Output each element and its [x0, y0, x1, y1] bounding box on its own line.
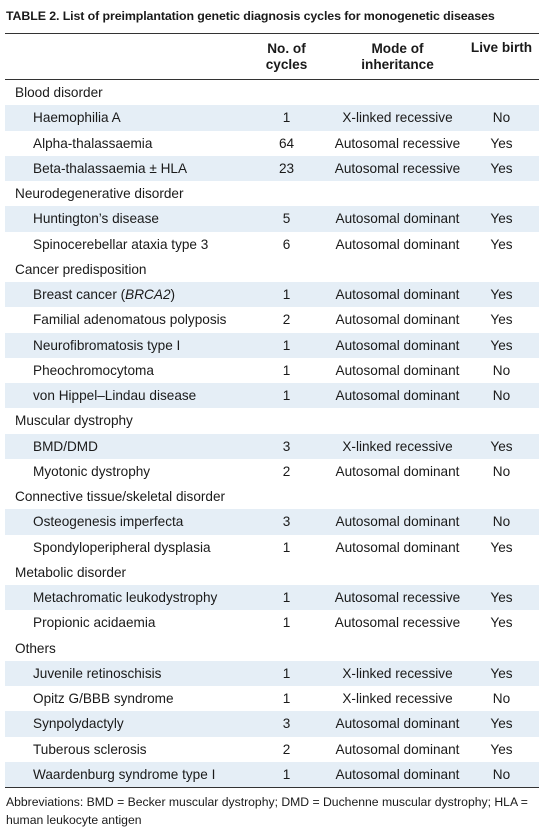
group-row [5, 408, 539, 433]
table-row [5, 156, 539, 181]
disease-name [5, 615, 242, 630]
disease-name [5, 439, 242, 454]
disease-name-text: Synpolydactyly [33, 716, 124, 732]
disease-name [5, 514, 242, 529]
inheritance-mode: Autosomal dominant [335, 362, 460, 378]
group-title: Others [15, 640, 56, 656]
header-live-birth: Live birth [470, 40, 533, 55]
live-birth: No [492, 514, 511, 530]
disease-name-text: Tuberous sclerosis [33, 741, 147, 757]
table-row [5, 206, 539, 231]
header-mode [331, 41, 464, 73]
disease-name-text: Spondyloperipheral dysplasia [33, 539, 211, 555]
disease-name [5, 540, 242, 555]
group-row [5, 80, 539, 105]
group-row [5, 181, 539, 206]
live-birth: Yes [490, 615, 513, 631]
inheritance-mode: Autosomal dominant [335, 514, 460, 530]
live-birth: Yes [490, 539, 513, 555]
header-cycles [242, 41, 331, 73]
disease-name-text: Propionic acidaemia [33, 615, 156, 631]
table-row [5, 333, 539, 358]
live-birth: No [492, 110, 511, 126]
inheritance-mode: Autosomal recessive [334, 590, 461, 606]
disease-name-suffix: ) [170, 287, 176, 303]
cycles-count: 1 [282, 766, 291, 782]
inheritance-mode: X-linked recessive [342, 438, 453, 454]
cycles-count: 64 [278, 135, 295, 151]
gene-name: BRCA2 [125, 287, 171, 303]
live-birth: Yes [490, 312, 513, 328]
table-caption: TABLE 2. List of preimplantation genetic diagnosis cycles for monogenetic diseases [6, 9, 495, 23]
disease-name [5, 767, 242, 782]
disease-name [5, 312, 242, 327]
disease-name [5, 388, 242, 403]
disease-name-text: Haemophilia A [33, 110, 121, 126]
live-birth: Yes [490, 438, 513, 454]
table-row [5, 105, 539, 130]
disease-name-text: Familial adenomatous polyposis [33, 312, 227, 328]
cycles-count: 1 [282, 337, 291, 353]
disease-name-text: Neurofibromatosis type I [33, 337, 181, 353]
cycles-count: 2 [282, 312, 291, 328]
table-row [5, 610, 539, 635]
cycles-count: 1 [282, 539, 291, 555]
live-birth: Yes [490, 716, 513, 732]
live-birth: Yes [490, 741, 513, 757]
cycles-count: 1 [282, 388, 291, 404]
cycles-count: 3 [282, 514, 291, 530]
inheritance-mode: Autosomal dominant [335, 312, 460, 328]
table-row [5, 383, 539, 408]
disease-name [5, 666, 242, 681]
table-header [5, 34, 539, 79]
disease-name [5, 338, 242, 353]
cycles-count: 1 [282, 691, 291, 707]
inheritance-mode: X-linked recessive [342, 665, 453, 681]
live-birth: Yes [490, 211, 513, 227]
disease-name [5, 464, 242, 479]
disease-name-text: Breast cancer ( [33, 287, 126, 303]
table-row [5, 509, 539, 534]
table-body [5, 79, 539, 787]
inheritance-mode: Autosomal dominant [335, 236, 460, 252]
cycles-count: 1 [282, 615, 291, 631]
abbreviations-footnote: Abbreviations: BMD = Becker muscular dystrophy; DMD = Duchenne muscular dystrophy; HLA = human leukocyte antigen [6, 795, 528, 827]
live-birth: No [492, 766, 511, 782]
group-title: Blood disorder [15, 85, 103, 101]
cycles-count: 1 [282, 110, 291, 126]
inheritance-mode: Autosomal dominant [335, 388, 460, 404]
header-mode-line1: Mode of [371, 40, 424, 56]
cycles-count: 1 [282, 590, 291, 606]
disease-name-text: Spinocerebellar ataxia type 3 [33, 236, 209, 252]
disease-name [5, 590, 242, 605]
table-row [5, 434, 539, 459]
group-row [5, 257, 539, 282]
disease-name [5, 161, 242, 176]
table-row [5, 282, 539, 307]
inheritance-mode: X-linked recessive [342, 110, 453, 126]
live-birth: No [492, 463, 511, 479]
table-row [5, 358, 539, 383]
group-title: Neurodegenerative disorder [15, 186, 184, 202]
inheritance-mode: Autosomal recessive [334, 615, 461, 631]
table-row [5, 661, 539, 686]
disease-name-text: Waardenburg syndrome type I [33, 766, 216, 782]
disease-name-text: Beta-thalassaemia ± HLA [33, 160, 188, 176]
disease-name [5, 237, 242, 252]
disease-name [5, 287, 242, 302]
disease-name-text: Juvenile retinoschisis [33, 665, 162, 681]
disease-name [5, 110, 242, 125]
inheritance-mode: Autosomal dominant [335, 211, 460, 227]
live-birth: No [492, 362, 511, 378]
table-row [5, 535, 539, 560]
disease-name-text: Pheochromocytoma [33, 362, 154, 378]
header-cycles-line1: No. of [267, 40, 306, 56]
disease-name-text: Myotonic dystrophy [33, 463, 151, 479]
table-row [5, 711, 539, 736]
group-title: Connective tissue/skeletal disorder [15, 489, 226, 505]
disease-name [5, 716, 242, 731]
live-birth: Yes [490, 590, 513, 606]
disease-name-text: von Hippel–Lindau disease [33, 388, 197, 404]
cycles-count: 1 [282, 665, 291, 681]
group-row [5, 484, 539, 509]
disease-name [5, 211, 242, 226]
cycles-count: 3 [282, 716, 291, 732]
inheritance-mode: Autosomal recessive [334, 135, 461, 151]
live-birth: Yes [490, 665, 513, 681]
disease-name-text: Opitz G/BBB syndrome [33, 691, 174, 707]
disease-name [5, 136, 242, 151]
live-birth: Yes [490, 135, 513, 151]
inheritance-mode: Autosomal dominant [335, 716, 460, 732]
group-title: Muscular dystrophy [15, 413, 133, 429]
cycles-count: 1 [282, 287, 291, 303]
inheritance-mode: Autosomal dominant [335, 287, 460, 303]
disease-name-text: Huntington’s disease [33, 211, 159, 227]
live-birth: Yes [490, 337, 513, 353]
disease-name-text: Osteogenesis imperfecta [33, 514, 184, 530]
cycles-count: 1 [282, 362, 291, 378]
inheritance-mode: Autosomal recessive [334, 160, 461, 176]
cycles-count: 6 [282, 236, 291, 252]
live-birth: Yes [490, 160, 513, 176]
table-row [5, 307, 539, 332]
cycles-count: 5 [282, 211, 291, 227]
table-row [5, 686, 539, 711]
live-birth: No [492, 691, 511, 707]
live-birth: No [492, 388, 511, 404]
inheritance-mode: Autosomal dominant [335, 539, 460, 555]
table-row [5, 737, 539, 762]
inheritance-mode: X-linked recessive [342, 691, 453, 707]
disease-name [5, 691, 242, 706]
inheritance-mode: Autosomal dominant [335, 766, 460, 782]
inheritance-mode: Autosomal dominant [335, 337, 460, 353]
inheritance-mode: Autosomal dominant [335, 463, 460, 479]
cycles-count: 3 [282, 438, 291, 454]
disease-name-text: Alpha-thalassaemia [33, 135, 153, 151]
cycles-count: 2 [282, 463, 291, 479]
table-row [5, 459, 539, 484]
table-row [5, 762, 539, 787]
disease-name-text: BMD/DMD [33, 438, 98, 454]
table-row [5, 131, 539, 156]
live-birth: Yes [490, 287, 513, 303]
group-row [5, 560, 539, 585]
cycles-count: 23 [278, 160, 295, 176]
cycles-count: 2 [282, 741, 291, 757]
group-row [5, 636, 539, 661]
live-birth: Yes [490, 236, 513, 252]
group-title: Metabolic disorder [15, 564, 127, 580]
disease-name [5, 742, 242, 757]
header-cycles-line2: cycles [265, 56, 308, 72]
inheritance-mode: Autosomal dominant [335, 741, 460, 757]
header-mode-line2: inheritance [361, 56, 434, 72]
disease-name-text: Metachromatic leukodystrophy [33, 590, 218, 606]
cycles-table [5, 33, 539, 788]
disease-name [5, 363, 242, 378]
table-row [5, 585, 539, 610]
table-row [5, 232, 539, 257]
group-title: Cancer predisposition [15, 261, 147, 277]
